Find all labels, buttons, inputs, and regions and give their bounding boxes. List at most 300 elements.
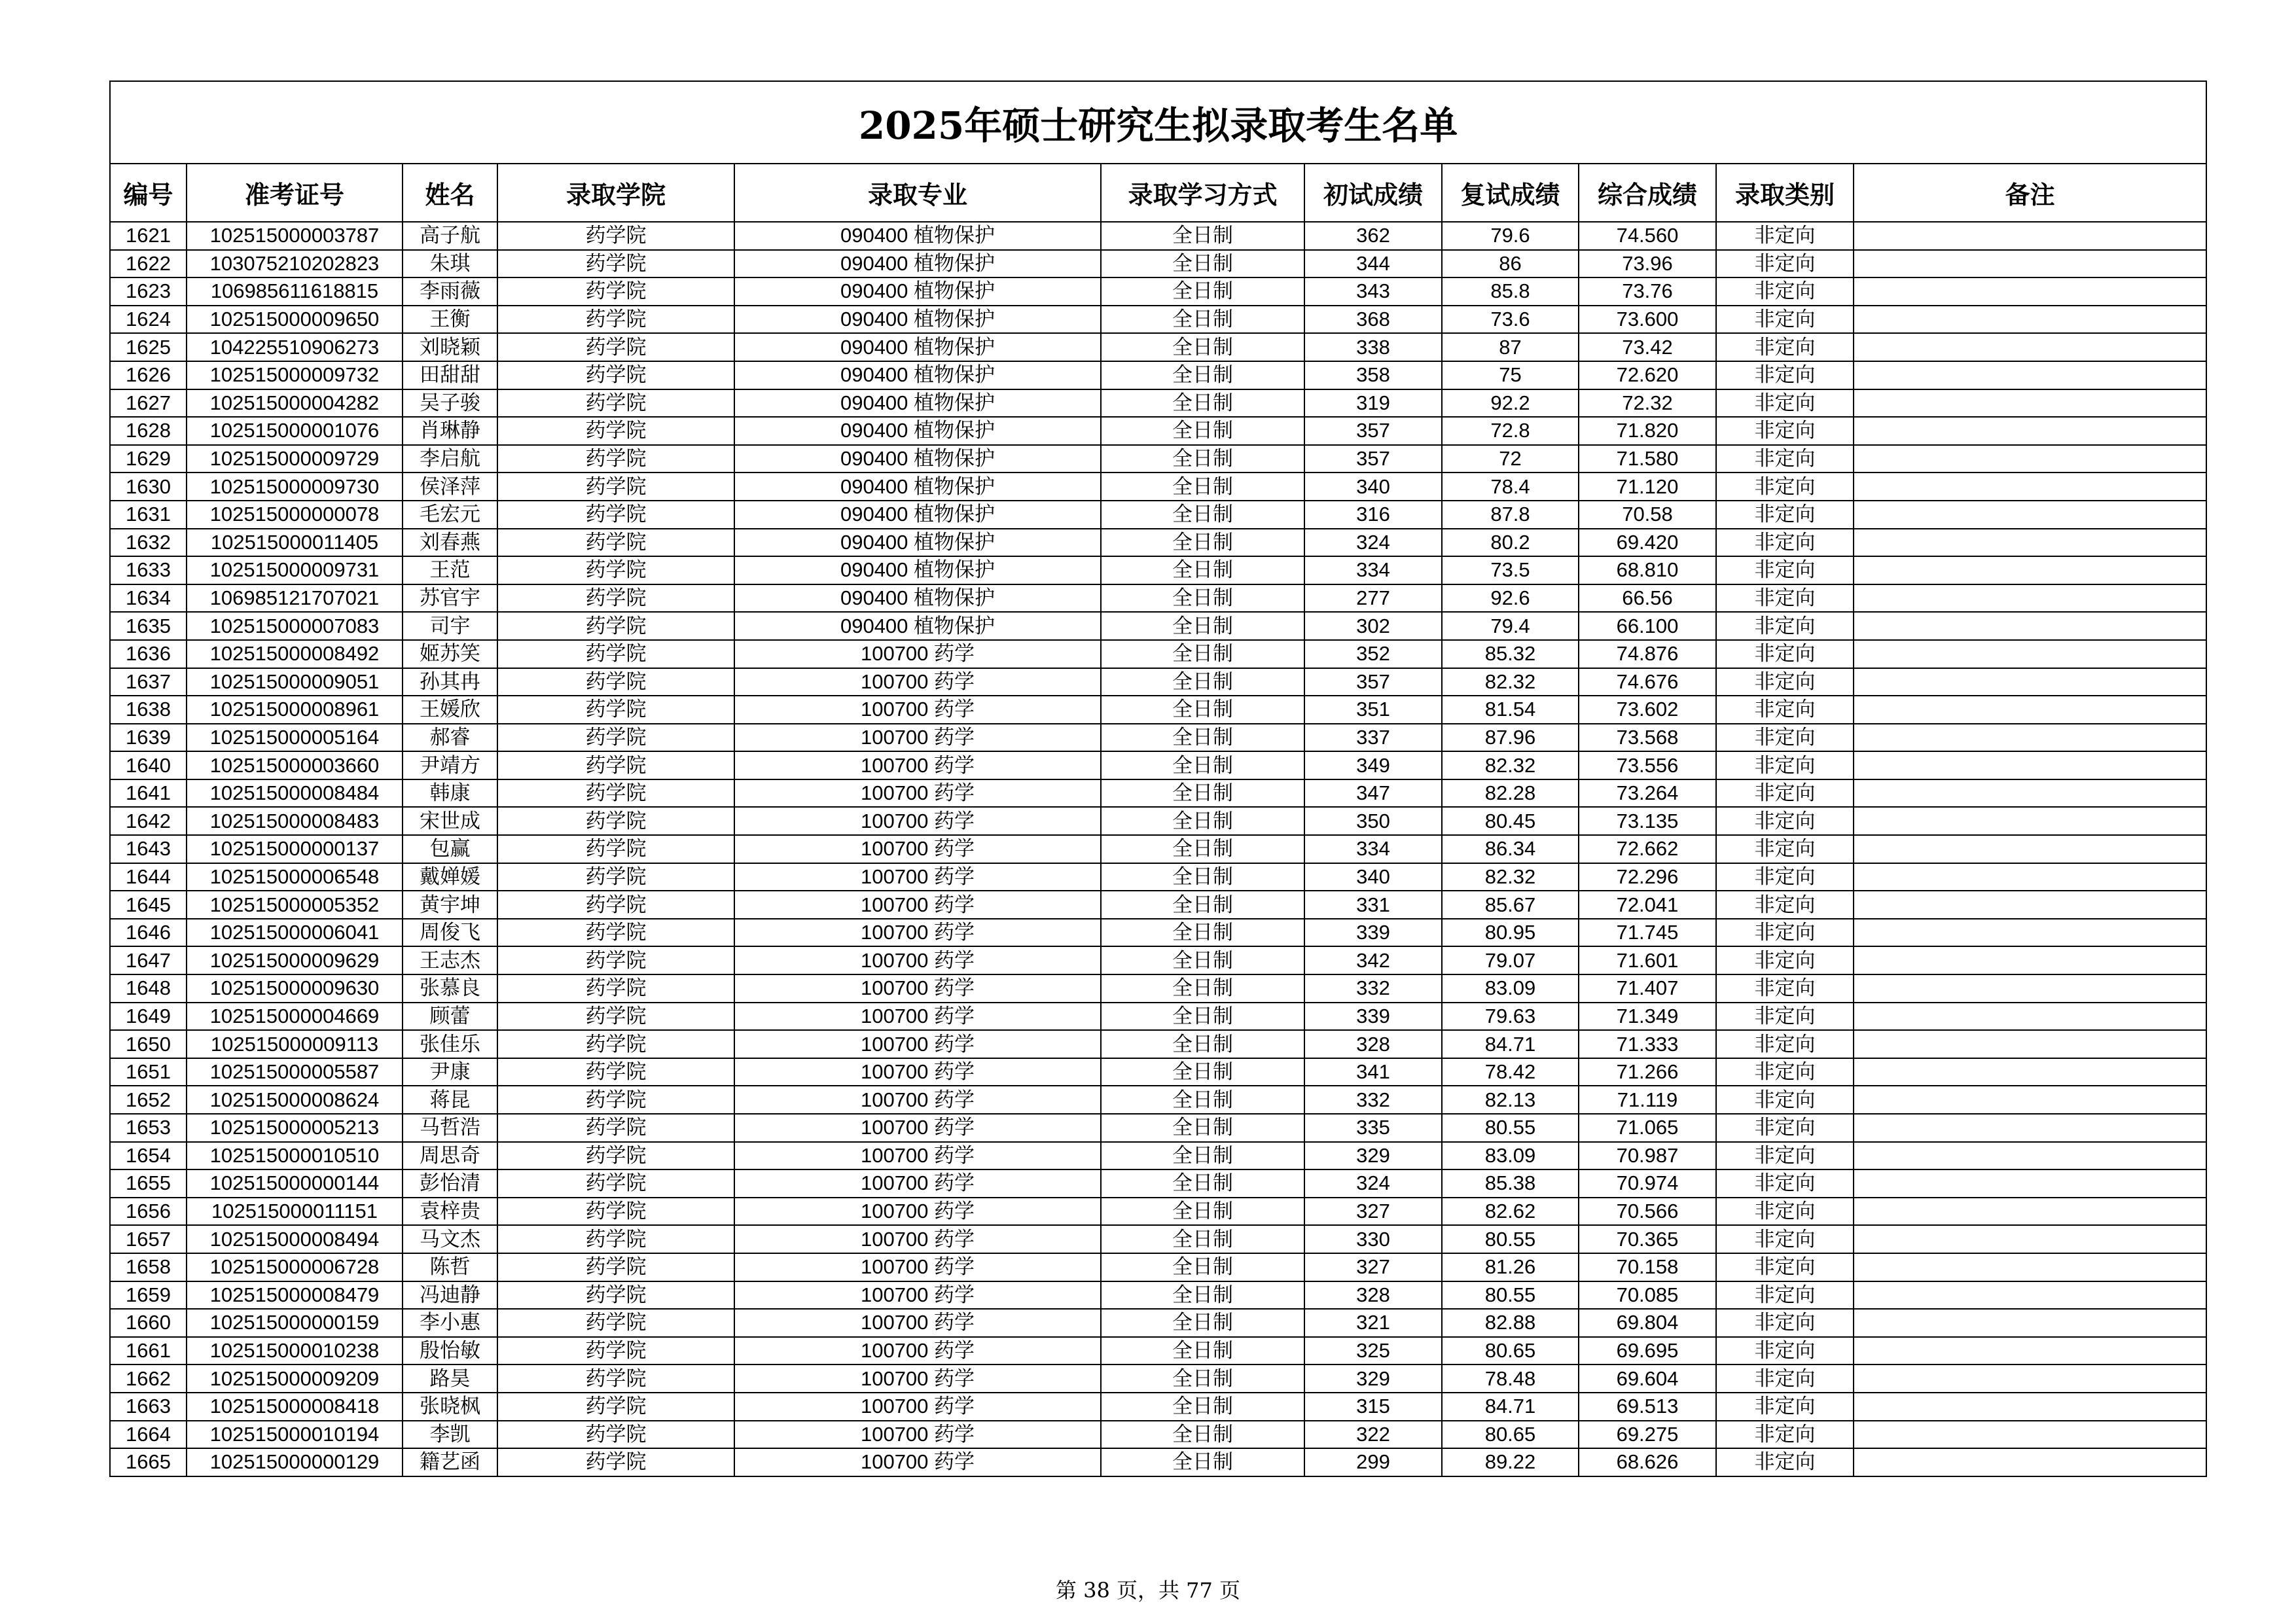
cell-study-mode: 全日制 (1101, 1364, 1304, 1393)
cell-remarks (1854, 1281, 2206, 1310)
cell-name: 马哲浩 (403, 1114, 497, 1142)
cell-id: 1656 (110, 1198, 187, 1226)
header-col-prelim-score: 初试成绩 (1304, 164, 1442, 222)
cell-exam-number: 102515000009650 (187, 306, 403, 334)
table-row (110, 863, 2206, 891)
table-row (110, 891, 2206, 919)
cell-id: 1653 (110, 1114, 187, 1142)
cell-name: 李启航 (403, 445, 497, 473)
cell-remarks (1854, 751, 2206, 779)
cell-study-mode: 全日制 (1101, 696, 1304, 724)
cell-category: 非定向 (1716, 696, 1854, 724)
cell-remarks (1854, 891, 2206, 919)
cell-total-score: 73.76 (1579, 277, 1716, 306)
table-row (110, 361, 2206, 389)
cell-category: 非定向 (1716, 835, 1854, 863)
cell-total-score: 71.745 (1579, 919, 1716, 947)
cell-remarks (1854, 1225, 2206, 1253)
cell-prelim-score: 368 (1304, 306, 1442, 334)
cell-name: 王志杰 (403, 946, 497, 974)
cell-id: 1660 (110, 1309, 187, 1337)
cell-name: 王范 (403, 556, 497, 584)
cell-total-score: 70.365 (1579, 1225, 1716, 1253)
cell-remarks (1854, 1421, 2206, 1449)
cell-study-mode: 全日制 (1101, 389, 1304, 418)
table-body (110, 222, 2206, 1476)
table-row (110, 974, 2206, 1003)
cell-category: 非定向 (1716, 1198, 1854, 1226)
cell-remarks (1854, 361, 2206, 389)
cell-total-score: 71.266 (1579, 1058, 1716, 1086)
cell-exam-number: 102515000005164 (187, 724, 403, 752)
cell-prelim-score: 322 (1304, 1421, 1442, 1449)
page-number-footer: 第 38 页，共 77 页 (1055, 1578, 1241, 1603)
cell-college: 药学院 (497, 891, 734, 919)
cell-study-mode: 全日制 (1101, 1169, 1304, 1198)
cell-id: 1632 (110, 529, 187, 557)
cell-exam-number: 102515000008492 (187, 640, 403, 668)
cell-category: 非定向 (1716, 556, 1854, 584)
cell-prelim-score: 332 (1304, 1086, 1442, 1114)
cell-id: 1626 (110, 361, 187, 389)
cell-major: 090400 植物保护 (734, 306, 1101, 334)
table-row (110, 1030, 2206, 1058)
cell-name: 尹靖方 (403, 751, 497, 779)
cell-total-score: 71.601 (1579, 946, 1716, 974)
cell-study-mode: 全日制 (1101, 891, 1304, 919)
cell-name: 周俊飞 (403, 919, 497, 947)
cell-remarks (1854, 501, 2206, 529)
cell-id: 1627 (110, 389, 187, 418)
cell-name: 张晓枫 (403, 1393, 497, 1421)
cell-prelim-score: 358 (1304, 361, 1442, 389)
cell-id: 1657 (110, 1225, 187, 1253)
cell-exam-number: 102515000009630 (187, 974, 403, 1003)
cell-id: 1634 (110, 584, 187, 613)
cell-college: 药学院 (497, 919, 734, 947)
cell-remarks (1854, 1030, 2206, 1058)
table-row (110, 946, 2206, 974)
cell-college: 药学院 (497, 556, 734, 584)
cell-study-mode: 全日制 (1101, 1058, 1304, 1086)
cell-id: 1631 (110, 501, 187, 529)
cell-total-score: 68.810 (1579, 556, 1716, 584)
cell-prelim-score: 334 (1304, 556, 1442, 584)
cell-retest-score: 82.28 (1442, 779, 1579, 808)
cell-college: 药学院 (497, 1421, 734, 1449)
cell-exam-number: 102515000008961 (187, 696, 403, 724)
cell-retest-score: 83.09 (1442, 974, 1579, 1003)
cell-exam-number: 102515000009730 (187, 473, 403, 501)
cell-study-mode: 全日制 (1101, 640, 1304, 668)
cell-id: 1622 (110, 250, 187, 278)
cell-id: 1655 (110, 1169, 187, 1198)
header-col-name: 姓名 (403, 164, 497, 222)
cell-major: 100700 药学 (734, 696, 1101, 724)
cell-id: 1641 (110, 779, 187, 808)
cell-study-mode: 全日制 (1101, 222, 1304, 250)
cell-category: 非定向 (1716, 445, 1854, 473)
table-row (110, 389, 2206, 418)
cell-total-score: 69.513 (1579, 1393, 1716, 1421)
cell-major: 100700 药学 (734, 640, 1101, 668)
cell-major: 100700 药学 (734, 724, 1101, 752)
cell-total-score: 70.58 (1579, 501, 1716, 529)
cell-total-score: 73.556 (1579, 751, 1716, 779)
cell-category: 非定向 (1716, 1114, 1854, 1142)
cell-total-score: 72.32 (1579, 389, 1716, 418)
cell-retest-score: 87.96 (1442, 724, 1579, 752)
cell-id: 1662 (110, 1364, 187, 1393)
cell-exam-number: 102515000000144 (187, 1169, 403, 1198)
cell-remarks (1854, 445, 2206, 473)
cell-category: 非定向 (1716, 751, 1854, 779)
cell-prelim-score: 328 (1304, 1030, 1442, 1058)
cell-total-score: 66.100 (1579, 612, 1716, 640)
cell-exam-number: 102515000000159 (187, 1309, 403, 1337)
cell-college: 药学院 (497, 445, 734, 473)
cell-retest-score: 85.67 (1442, 891, 1579, 919)
cell-remarks (1854, 1086, 2206, 1114)
cell-exam-number: 102515000010194 (187, 1421, 403, 1449)
cell-major: 100700 药学 (734, 1114, 1101, 1142)
header-col-study-mode: 录取学习方式 (1101, 164, 1304, 222)
cell-remarks (1854, 974, 2206, 1003)
cell-exam-number: 102515000009732 (187, 361, 403, 389)
cell-college: 药学院 (497, 473, 734, 501)
cell-major: 100700 药学 (734, 891, 1101, 919)
cell-major: 100700 药学 (734, 1309, 1101, 1337)
cell-retest-score: 78.48 (1442, 1364, 1579, 1393)
cell-total-score: 73.602 (1579, 696, 1716, 724)
cell-remarks (1854, 1198, 2206, 1226)
cell-prelim-score: 347 (1304, 779, 1442, 808)
cell-prelim-score: 340 (1304, 473, 1442, 501)
page-title: 2025年硕士研究生拟录取考生名单 (110, 81, 2206, 164)
cell-id: 1665 (110, 1448, 187, 1476)
header-col-retest-score: 复试成绩 (1442, 164, 1579, 222)
cell-name: 姬苏笑 (403, 640, 497, 668)
cell-college: 药学院 (497, 1030, 734, 1058)
cell-name: 宋世成 (403, 807, 497, 835)
cell-name: 张慕良 (403, 974, 497, 1003)
table-row (110, 724, 2206, 752)
cell-category: 非定向 (1716, 333, 1854, 361)
cell-category: 非定向 (1716, 473, 1854, 501)
cell-category: 非定向 (1716, 919, 1854, 947)
cell-retest-score: 86 (1442, 250, 1579, 278)
cell-category: 非定向 (1716, 417, 1854, 445)
cell-major: 090400 植物保护 (734, 250, 1101, 278)
cell-retest-score: 92.2 (1442, 389, 1579, 418)
cell-prelim-score: 350 (1304, 807, 1442, 835)
cell-college: 药学院 (497, 974, 734, 1003)
cell-id: 1630 (110, 473, 187, 501)
cell-retest-score: 80.65 (1442, 1337, 1579, 1365)
cell-study-mode: 全日制 (1101, 807, 1304, 835)
cell-college: 药学院 (497, 417, 734, 445)
cell-total-score: 73.135 (1579, 807, 1716, 835)
cell-study-mode: 全日制 (1101, 1281, 1304, 1310)
cell-id: 1658 (110, 1253, 187, 1281)
cell-exam-number: 102515000011151 (187, 1198, 403, 1226)
cell-name: 刘春燕 (403, 529, 497, 557)
cell-total-score: 72.041 (1579, 891, 1716, 919)
cell-id: 1635 (110, 612, 187, 640)
cell-college: 药学院 (497, 1058, 734, 1086)
cell-college: 药学院 (497, 1114, 734, 1142)
cell-category: 非定向 (1716, 1421, 1854, 1449)
cell-category: 非定向 (1716, 640, 1854, 668)
cell-retest-score: 87 (1442, 333, 1579, 361)
cell-remarks (1854, 919, 2206, 947)
cell-exam-number: 102515000000137 (187, 835, 403, 863)
cell-retest-score: 83.09 (1442, 1142, 1579, 1170)
cell-exam-number: 102515000009051 (187, 668, 403, 696)
cell-total-score: 69.420 (1579, 529, 1716, 557)
cell-prelim-score: 327 (1304, 1198, 1442, 1226)
cell-study-mode: 全日制 (1101, 1448, 1304, 1476)
cell-exam-number: 102515000005352 (187, 891, 403, 919)
cell-exam-number: 102515000011405 (187, 529, 403, 557)
table-row (110, 306, 2206, 334)
cell-study-mode: 全日制 (1101, 1142, 1304, 1170)
cell-remarks (1854, 724, 2206, 752)
table-row (110, 1058, 2206, 1086)
cell-exam-number: 102515000008418 (187, 1393, 403, 1421)
cell-category: 非定向 (1716, 222, 1854, 250)
cell-college: 药学院 (497, 584, 734, 613)
cell-prelim-score: 327 (1304, 1253, 1442, 1281)
cell-study-mode: 全日制 (1101, 333, 1304, 361)
cell-category: 非定向 (1716, 1309, 1854, 1337)
cell-category: 非定向 (1716, 1058, 1854, 1086)
cell-remarks (1854, 696, 2206, 724)
cell-retest-score: 80.55 (1442, 1225, 1579, 1253)
cell-name: 路昊 (403, 1364, 497, 1393)
cell-id: 1654 (110, 1142, 187, 1170)
cell-id: 1623 (110, 277, 187, 306)
cell-category: 非定向 (1716, 584, 1854, 613)
cell-name: 戴婵媛 (403, 863, 497, 891)
cell-retest-score: 80.95 (1442, 919, 1579, 947)
cell-study-mode: 全日制 (1101, 724, 1304, 752)
cell-major: 090400 植物保护 (734, 473, 1101, 501)
cell-prelim-score: 277 (1304, 584, 1442, 613)
cell-retest-score: 79.6 (1442, 222, 1579, 250)
table-row (110, 529, 2206, 557)
cell-college: 药学院 (497, 529, 734, 557)
cell-category: 非定向 (1716, 1225, 1854, 1253)
cell-major: 100700 药学 (734, 1281, 1101, 1310)
cell-category: 非定向 (1716, 250, 1854, 278)
cell-name: 包赢 (403, 835, 497, 863)
cell-id: 1625 (110, 333, 187, 361)
cell-retest-score: 82.32 (1442, 751, 1579, 779)
table-header-row (110, 164, 2206, 222)
cell-remarks (1854, 1253, 2206, 1281)
table-row (110, 668, 2206, 696)
cell-remarks (1854, 222, 2206, 250)
cell-exam-number: 102515000007083 (187, 612, 403, 640)
cell-prelim-score: 341 (1304, 1058, 1442, 1086)
cell-retest-score: 73.6 (1442, 306, 1579, 334)
table-row (110, 1142, 2206, 1170)
cell-category: 非定向 (1716, 361, 1854, 389)
cell-id: 1647 (110, 946, 187, 974)
table-row (110, 1448, 2206, 1476)
cell-college: 药学院 (497, 389, 734, 418)
cell-study-mode: 全日制 (1101, 250, 1304, 278)
cell-category: 非定向 (1716, 946, 1854, 974)
cell-study-mode: 全日制 (1101, 1337, 1304, 1365)
cell-name: 孙其冉 (403, 668, 497, 696)
cell-remarks (1854, 1337, 2206, 1365)
cell-id: 1663 (110, 1393, 187, 1421)
cell-exam-number: 102515000003787 (187, 222, 403, 250)
cell-id: 1628 (110, 417, 187, 445)
header-col-id: 编号 (110, 164, 187, 222)
cell-major: 100700 药学 (734, 1142, 1101, 1170)
cell-prelim-score: 339 (1304, 919, 1442, 947)
cell-study-mode: 全日制 (1101, 1003, 1304, 1031)
cell-total-score: 69.604 (1579, 1364, 1716, 1393)
cell-retest-score: 78.4 (1442, 473, 1579, 501)
cell-major: 100700 药学 (734, 668, 1101, 696)
cell-major: 090400 植物保护 (734, 584, 1101, 613)
cell-study-mode: 全日制 (1101, 974, 1304, 1003)
cell-remarks (1854, 556, 2206, 584)
cell-college: 药学院 (497, 1225, 734, 1253)
cell-major: 090400 植物保护 (734, 361, 1101, 389)
cell-college: 药学院 (497, 1169, 734, 1198)
cell-retest-score: 72.8 (1442, 417, 1579, 445)
cell-category: 非定向 (1716, 501, 1854, 529)
table-row (110, 1114, 2206, 1142)
cell-id: 1664 (110, 1421, 187, 1449)
cell-remarks (1854, 1142, 2206, 1170)
cell-name: 陈哲 (403, 1253, 497, 1281)
cell-name: 侯泽萍 (403, 473, 497, 501)
cell-study-mode: 全日制 (1101, 1393, 1304, 1421)
cell-prelim-score: 357 (1304, 668, 1442, 696)
cell-exam-number: 102515000008483 (187, 807, 403, 835)
table-row (110, 1309, 2206, 1337)
cell-college: 药学院 (497, 1364, 734, 1393)
cell-remarks (1854, 306, 2206, 334)
cell-major: 100700 药学 (734, 1253, 1101, 1281)
cell-total-score: 74.676 (1579, 668, 1716, 696)
cell-retest-score: 72 (1442, 445, 1579, 473)
cell-retest-score: 82.32 (1442, 668, 1579, 696)
cell-prelim-score: 324 (1304, 1169, 1442, 1198)
cell-prelim-score: 339 (1304, 1003, 1442, 1031)
table-row (110, 1169, 2206, 1198)
cell-name: 黄宇坤 (403, 891, 497, 919)
cell-remarks (1854, 863, 2206, 891)
cell-id: 1637 (110, 668, 187, 696)
cell-retest-score: 85.32 (1442, 640, 1579, 668)
cell-retest-score: 84.71 (1442, 1030, 1579, 1058)
cell-category: 非定向 (1716, 277, 1854, 306)
cell-major: 100700 药学 (734, 807, 1101, 835)
cell-study-mode: 全日制 (1101, 1030, 1304, 1058)
cell-college: 药学院 (497, 1393, 734, 1421)
cell-study-mode: 全日制 (1101, 946, 1304, 974)
table-row (110, 556, 2206, 584)
cell-total-score: 70.566 (1579, 1198, 1716, 1226)
cell-major: 090400 植物保护 (734, 501, 1101, 529)
cell-prelim-score: 332 (1304, 974, 1442, 1003)
cell-category: 非定向 (1716, 974, 1854, 1003)
cell-college: 药学院 (497, 1198, 734, 1226)
cell-category: 非定向 (1716, 1030, 1854, 1058)
cell-study-mode: 全日制 (1101, 919, 1304, 947)
cell-remarks (1854, 250, 2206, 278)
cell-retest-score: 85.38 (1442, 1169, 1579, 1198)
cell-total-score: 70.085 (1579, 1281, 1716, 1310)
cell-name: 蒋昆 (403, 1086, 497, 1114)
cell-major: 090400 植物保护 (734, 389, 1101, 418)
cell-id: 1648 (110, 974, 187, 1003)
cell-college: 药学院 (497, 863, 734, 891)
cell-total-score: 74.876 (1579, 640, 1716, 668)
cell-exam-number: 102515000006728 (187, 1253, 403, 1281)
cell-total-score: 73.42 (1579, 333, 1716, 361)
cell-exam-number: 102515000006548 (187, 863, 403, 891)
cell-college: 药学院 (497, 1281, 734, 1310)
cell-prelim-score: 352 (1304, 640, 1442, 668)
cell-category: 非定向 (1716, 1169, 1854, 1198)
cell-study-mode: 全日制 (1101, 584, 1304, 613)
table-row (110, 1281, 2206, 1310)
cell-category: 非定向 (1716, 863, 1854, 891)
cell-college: 药学院 (497, 1337, 734, 1365)
cell-prelim-score: 340 (1304, 863, 1442, 891)
cell-name: 周思奇 (403, 1142, 497, 1170)
cell-major: 090400 植物保护 (734, 333, 1101, 361)
cell-exam-number: 102515000008484 (187, 779, 403, 808)
cell-exam-number: 102515000009731 (187, 556, 403, 584)
cell-retest-score: 86.34 (1442, 835, 1579, 863)
cell-prelim-score: 337 (1304, 724, 1442, 752)
cell-retest-score: 80.55 (1442, 1281, 1579, 1310)
table-row (110, 1421, 2206, 1449)
cell-major: 100700 药学 (734, 946, 1101, 974)
cell-retest-score: 79.63 (1442, 1003, 1579, 1031)
cell-id: 1650 (110, 1030, 187, 1058)
cell-category: 非定向 (1716, 1337, 1854, 1365)
cell-exam-number: 102515000009729 (187, 445, 403, 473)
cell-name: 苏官宇 (403, 584, 497, 613)
cell-exam-number: 102515000000129 (187, 1448, 403, 1476)
table-row (110, 473, 2206, 501)
cell-major: 090400 植物保护 (734, 222, 1101, 250)
cell-college: 药学院 (497, 361, 734, 389)
cell-prelim-score: 321 (1304, 1309, 1442, 1337)
cell-major: 090400 植物保护 (734, 612, 1101, 640)
cell-exam-number: 102515000009629 (187, 946, 403, 974)
cell-prelim-score: 357 (1304, 445, 1442, 473)
cell-name: 彭怡清 (403, 1169, 497, 1198)
cell-name: 吴子骏 (403, 389, 497, 418)
table-row (110, 333, 2206, 361)
cell-total-score: 74.560 (1579, 222, 1716, 250)
cell-retest-score: 82.88 (1442, 1309, 1579, 1337)
cell-category: 非定向 (1716, 306, 1854, 334)
cell-retest-score: 80.55 (1442, 1114, 1579, 1142)
cell-name: 殷怡敏 (403, 1337, 497, 1365)
